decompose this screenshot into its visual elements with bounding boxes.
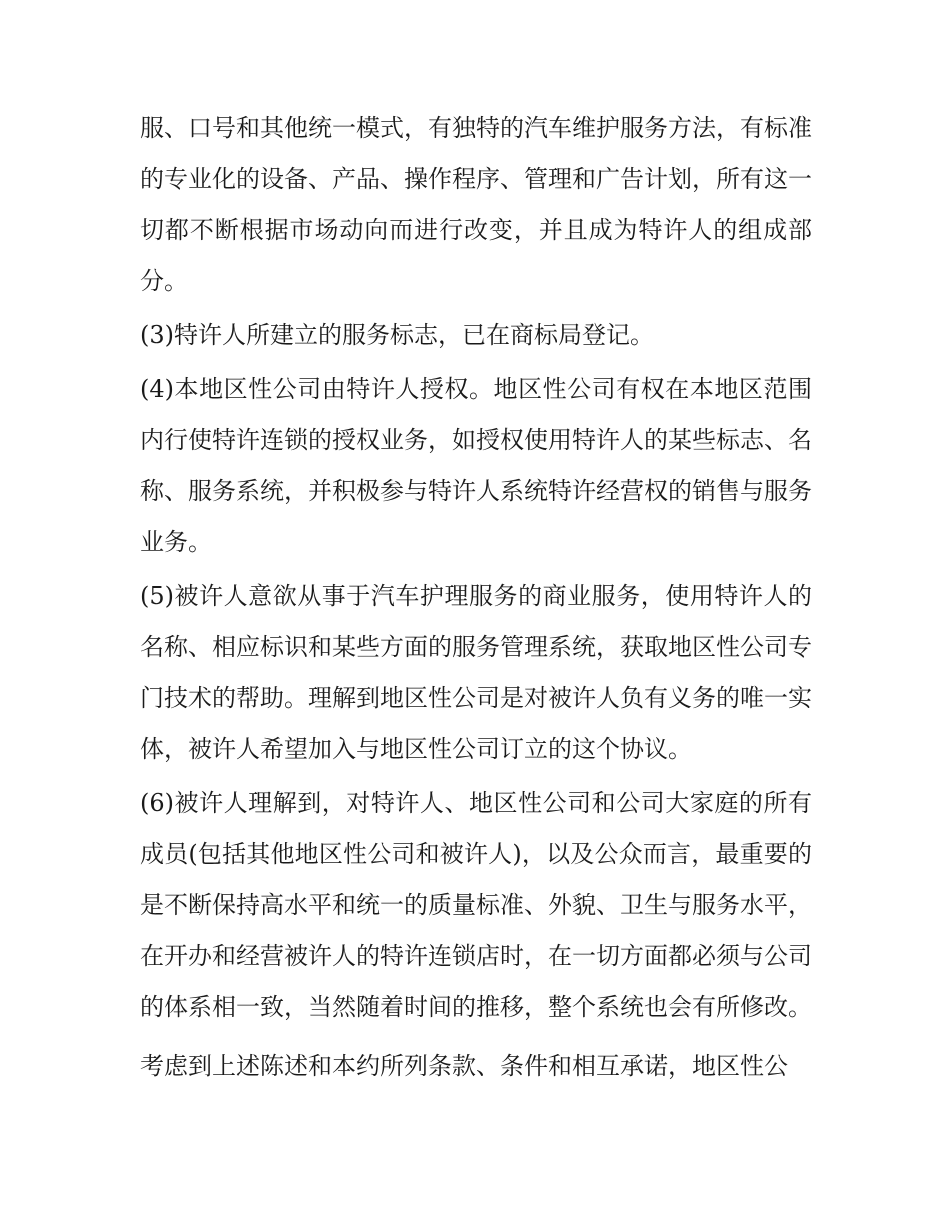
paragraph-item-5: (5)被许人意欲从事于汽车护理服务的商业服务，使用特许人的名称、相应标识和某些方面的服务管理系统，获取地区性公司专门技术的帮助。理解到地区性公司是对被许人负有义务的唯一实体，被许人希望加入与地区性公司订立的这个协议。 <box>140 582 812 763</box>
document-body <box>140 103 812 1095</box>
paragraph-item-3: (3)特许人所建立的服务标志，已在商标局登记。 <box>140 321 654 349</box>
paragraph-continuation: 服、口号和其他统一模式，有独特的汽车维护服务方法，有标准的专业化的设备、产品、操作程序、管理和广告计划，所有这一切都不断根据市场动向而进行改变，并且成为特许人的组成部分。 <box>140 114 812 295</box>
paragraph-item-6: (6)被许人理解到，对特许人、地区性公司和公司大家庭的所有成员(包括其他地区性公司和被许人)，以及公众而言，最重要的是不断保持高水平和统一的质量标准、外貌、卫生与服务水平，在开办和经营被许人的特许连锁店时，在一切方面都必须与公司的体系相一致，当然随着时间的推移，整个系统也会有所修改。 <box>140 789 812 1021</box>
paragraph-item-4: (4)本地区性公司由特许人授权。地区性公司有权在本地区范围内行使特许连锁的授权业务，如授权使用特许人的某些标志、名称、服务系统，并积极参与特许人系统特许经营权的销售与服务业务。 <box>140 375 812 556</box>
paragraph-closing: 考虑到上述陈述和本约所列条款、条件和相互承诺，地区性公 <box>140 1052 788 1080</box>
